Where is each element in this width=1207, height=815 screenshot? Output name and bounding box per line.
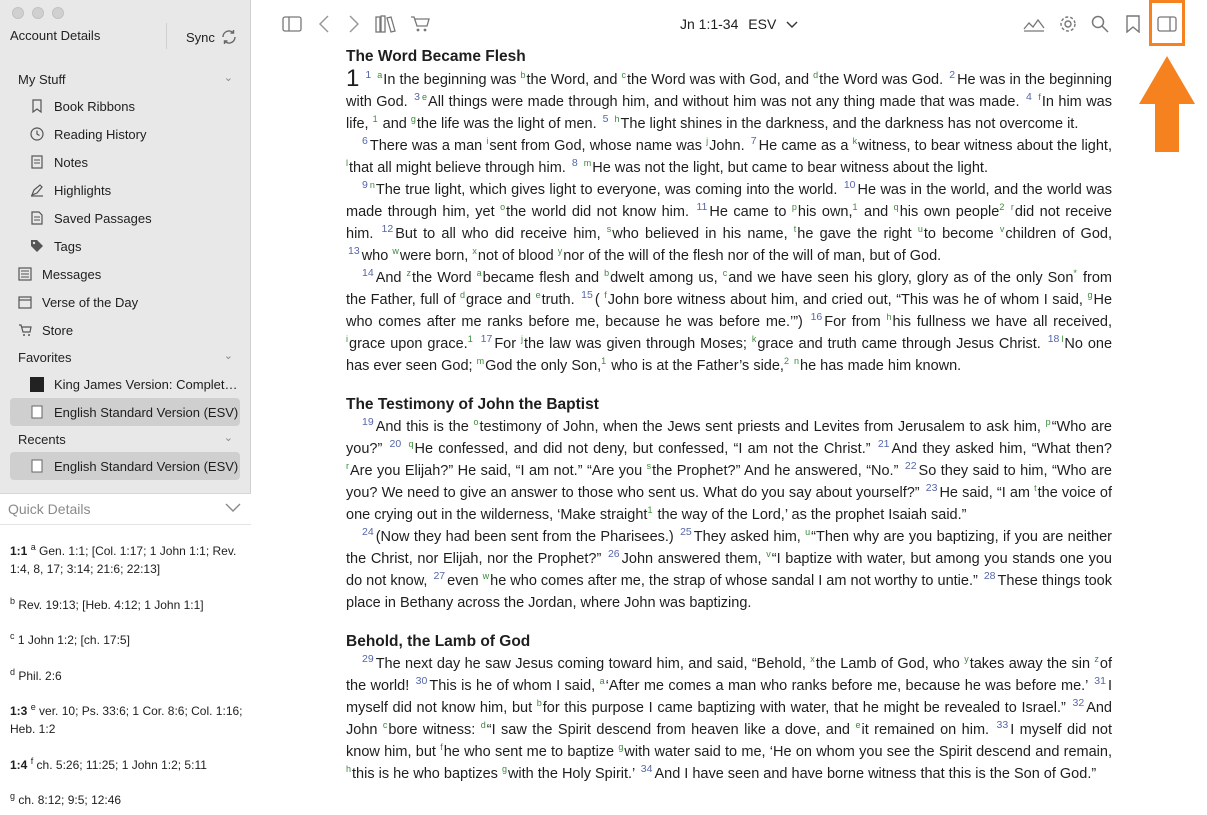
sidebar-item-verse-of-the-day[interactable] [0,288,251,316]
chevron-down-icon[interactable] [225,500,241,518]
reference-label: Jn 1:1-34 [680,16,739,32]
sync-icon [220,28,238,46]
section-heading: Behold, the Lamb of God [346,633,531,650]
section-heading: The Testimony of John the Baptist [346,396,599,413]
paragraph: $^9$ $^n$The true light, which gives light to everyone, was coming into the world. $^{10}$ He was in the world, and the world was made through him, yet $^o$the world did not know him. $^{11}$ He came to $^p$his own,$^1$ and $^q$his own people$^2$ $^r$did not receive him. $^{12}$ But to all who did receive him, $^s$who believed in his name, $^t$he gave the right $^u$to become $^v$children of God, $^{13}$ who $^w$were born, $^x$not of blood $^y$nor of the will of the flesh nor of the will of man, but of God. [346,179,1113,264]
sidebar-item-notes[interactable] [0,148,251,176]
paragraph: $^{14}$ And $^z$the Word $^a$became flesh and $^b$dwelt among us, $^c$and we have seen his glory, glory as of the only Son* from the Father, full of $^d$grace and $^e$truth. $^{15}$ ( $^f$John bore witness about him, and cried out, “This was he of whom I said, $^g$He who comes after me ranks before me, because he was before me.’”) $^{16}$ For from $^h$his fullness we have all received, $^i$grace upon grace.$^1$ $^{17}$ For $^j$the law was given through Moses; $^k$grace and truth came through Jesus Christ. $^{18}$ $^l$No one has ever seen God; $^m$God the only Son,$^1$ who is at the Father’s side,$^2$ $^n$he has made him known. [346,267,1113,374]
bookmark-icon[interactable] [1122,13,1144,35]
version-label: ESV [748,16,777,32]
cart-icon [18,323,32,337]
section-label: My Stuff [18,71,66,87]
sidebar-item-messages[interactable] [0,260,251,288]
paragraph: $^{29}$ The next day he saw Jesus coming toward him, and said, “Behold, $^x$the Lamb of God, who $^y$takes away the sin $^z$of the world! $^{30}$ This is he of whom I said, $^a$‘After me comes a man who ranks before me, because he was before me.’ $^{31}$ I myself did not know him, but $^b$for this purpose I came baptizing with water, that he might be revealed to Israel.” $^{32}$ And John $^c$bore witness: $^d$“I saw the Spirit descend from heaven like a dove, and $^e$it remained on him. $^{33}$ I myself did not know him, but $^f$he who sent me to baptize $^g$with water said to me, ‘He on whom you see the Spirit descend and remain, $^h$this is he who baptizes $^g$with the Holy Spirit.’ $^{34}$ And I have seen and have borne witness that this is the Son of God.” [346,653,1112,782]
page-icon [30,211,44,225]
sync-label: Sync [186,29,215,45]
sidebar-item-label: Saved Passages [54,210,152,226]
sidebar-item-store[interactable] [0,316,251,344]
calendar-icon [18,295,32,309]
section-label: Recents [18,431,66,447]
chevron-down-icon[interactable]: ⌄ [223,72,233,84]
section-heading: The Word Became Flesh [346,48,526,65]
quick-details-panel [0,493,251,815]
sidebar-item-label: Verse of the Day [42,294,139,310]
favorite-item-kjv[interactable] [0,370,251,398]
section-label: Favorites [18,349,72,365]
sync-button[interactable] [186,28,238,46]
paragraph: $^{19}$ And this is the $^o$testimony of John, when the Jews sent priests and Levites from Jerusalem to ask him, $^p$“Who are you?” $^{20}$ $^q$He confessed, and did not deny, but confessed, “I am not the Christ.” $^{21}$ And they asked him, “What then? $^r$Are you Elijah?” He said, “I am not.” “Are you $^s$the Prophet?” And he answered, “No.” $^{22}$ So they said to him, “Who are you? We need to give an answer to those who sent us. What do you say about yourself?” $^{23}$ He said, “I am $^t$the voice of one crying out in the wilderness, ‘Make straight$^1$ the way of the Lord,’ as the prophet Isaiah said.” [346,416,1113,523]
quick-details-title: Quick Details [8,501,91,517]
highlight-box [1149,0,1185,46]
sidebar [0,0,251,815]
chevron-down-icon [786,21,798,29]
paragraph: $^{24}$ (Now they had been sent from the Pharisees.) $^{25}$ They asked him, $^u$“Then why are you baptizing, if you are neither the Christ, nor Elijah, nor the Prophet?” $^{26}$ John answered them, $^v$“I baptize with water, but among you stands one you do not know, $^{27}$ even $^w$he who comes after me, the strap of whose sandal I am not worthy to untie.” $^{28}$ These things took place in Bethany across the Jordan, where John was baptizing. [346,526,1112,611]
arrow-up-icon [1137,54,1197,154]
cross-reference[interactable]: $^b$ Rev. 19:13; [Heb. 4:12; 1 John 1:1] [10,596,204,612]
section-favorites[interactable] [0,343,251,371]
cross-reference[interactable]: $^d$ Phil. 2:6 [10,667,62,683]
chevron-down-icon[interactable]: ⌄ [223,350,233,362]
recent-item-esv[interactable] [10,452,240,480]
favorite-label: King James Version: Complet… [54,376,238,392]
favorite-label: English Standard Version (ESV) [54,404,239,420]
sidebar-item-label: Reading History [54,126,147,142]
gear-icon[interactable] [1057,13,1079,35]
reading-plan-icon[interactable] [1023,13,1045,35]
sidebar-item-saved-passages[interactable] [0,204,251,232]
cross-reference[interactable]: 1:4 $^f$ ch. 5:26; 11:25; 1 John 1:2; 5:11 [10,756,207,772]
book-icon [30,459,44,473]
sidebar-item-label: Book Ribbons [54,98,135,114]
sidebar-item-tags[interactable] [0,232,251,260]
paragraph: $^6$ There was a man $^i$sent from God, whose name was $^j$John. $^7$ He came as a $^k$witness, to bear witness about the light, $^l$that all might believe through him. $^8$ $^m$He was not the light, but came to bear witness about the light. [346,135,1112,176]
note-icon [30,155,44,169]
window-controls[interactable] [12,7,64,19]
toolbar [251,0,1207,48]
search-icon[interactable] [1089,13,1111,35]
sidebar-item-highlights[interactable] [0,176,251,204]
section-my-stuff[interactable] [0,65,251,93]
cross-reference[interactable]: 1:3 $^e$ ver. 10; Ps. 33:6; 1 Cor. 8:6; Col. 1:16; Heb. 1:2 [10,702,243,736]
bible-text [346,46,1112,785]
section-recents[interactable] [0,425,251,453]
pen-icon [30,183,44,197]
cross-reference[interactable]: $^c$ 1 John 1:2; [ch. 17:5] [10,631,130,647]
book-cover-icon [30,377,44,392]
clock-icon [30,127,44,141]
chevron-down-icon[interactable]: ⌄ [223,432,233,444]
recent-label: English Standard Version (ESV) [54,458,239,474]
reference-selector[interactable] [680,16,798,32]
cross-reference[interactable]: 1:1 $^a$ Gen. 1:1; [Col. 1:17; 1 John 1:1; Rev. 1:4, 8, 17; 3:14; 21:6; 22:13] [10,542,237,576]
store-cart-icon[interactable] [409,13,431,35]
tag-icon [30,239,44,253]
paragraph: 1 $^1$ $^a$In the beginning was $^b$the Word, and $^c$the Word was with God, and $^d$the Word was God. $^2$ He was in the beginning with God. $^3$ $^e$All things were made through him, and without him was not any thing made that was made. $^4$ $^f$In him was life, $^1$ and $^g$the life was the light of men. $^5$ $^h$The light shines in the darkness, and the darkness has not overcome it. [346,65,1113,132]
bookmark-icon [30,99,44,113]
sidebar-item-label: Store [42,322,74,338]
cross-reference[interactable]: $^g$ ch. 8:12; 9:5; 12:46 [10,791,122,807]
sidebar-item-reading-history[interactable] [0,120,251,148]
favorite-item-esv[interactable] [10,398,240,426]
forward-icon[interactable] [343,13,365,35]
sidebar-item-label: Tags [54,238,82,254]
sidebar-item-book-ribbons[interactable] [0,92,251,120]
book-icon [30,405,44,419]
zoom-window-icon[interactable] [52,7,64,19]
sidebar-item-label: Messages [42,266,102,282]
library-icon[interactable] [375,13,397,35]
account-details-link[interactable]: Account Details [10,28,101,43]
sidebar-item-label: Notes [54,154,88,170]
back-icon[interactable] [313,13,335,35]
sidebar-toggle-icon[interactable] [281,13,303,35]
minimize-window-icon[interactable] [32,7,44,19]
messages-icon [18,267,32,281]
divider [166,23,167,49]
sidebar-item-label: Highlights [54,182,112,198]
close-window-icon[interactable] [12,7,24,19]
